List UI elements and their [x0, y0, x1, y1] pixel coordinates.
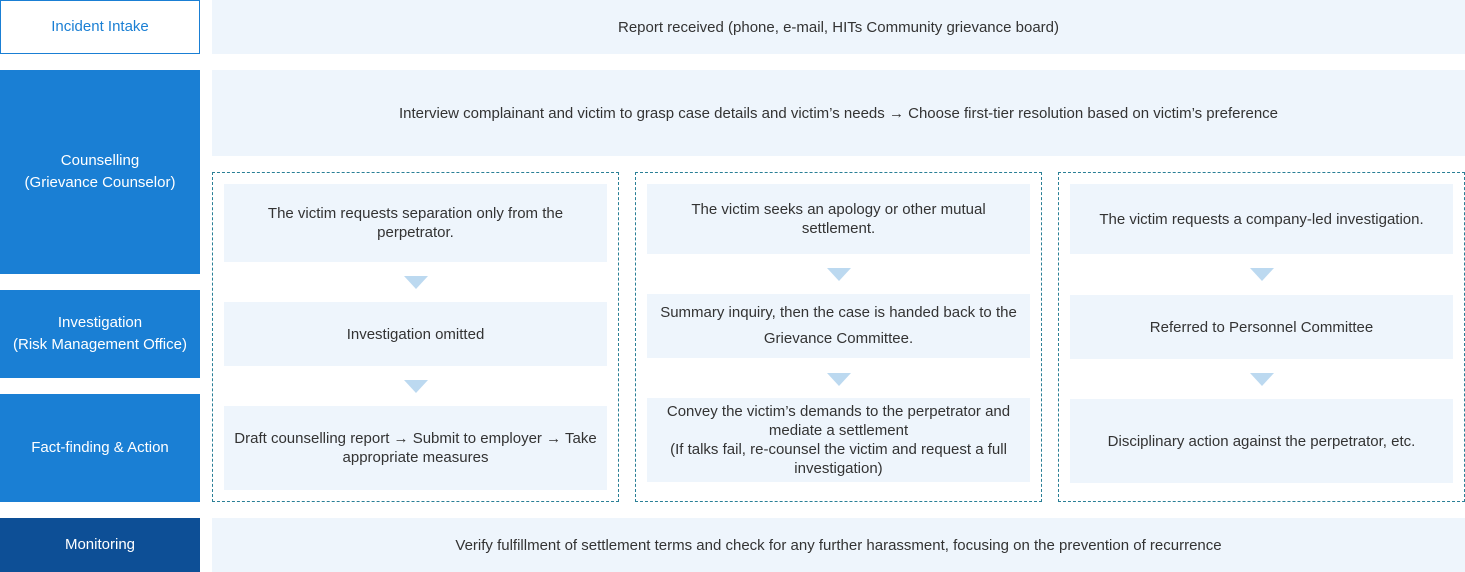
down-arrow-icon: [404, 380, 428, 393]
path-3-investigation: Referred to Personnel Committee: [1070, 295, 1453, 359]
path-2-request: The victim seeks an apology or other mutual settlement.: [647, 184, 1030, 254]
path-2-action: Convey the victim’s demands to the perpetrator and mediate a settlement (If talks fail, re-counsel the victim and request a full investigation): [647, 398, 1030, 482]
down-arrow-icon: [827, 373, 851, 386]
intake-description: Report received (phone, e-mail, HITs Community grievance board): [212, 0, 1465, 54]
path-1-request: The victim requests separation only from the perpetrator.: [224, 184, 607, 262]
path-1-investigation: Investigation omitted: [224, 302, 607, 366]
stage-monitoring: Monitoring: [0, 518, 200, 572]
stage-investigation: Investigation (Risk Management Office): [0, 290, 200, 378]
down-arrow-icon: [404, 276, 428, 289]
down-arrow-icon: [1250, 268, 1274, 281]
path-2-investigation: Summary inquiry, then the case is handed back to the Grievance Committee.: [647, 294, 1030, 358]
path-3-request: The victim requests a company-led investigation.: [1070, 184, 1453, 254]
path-1-action: Draft counselling report → Submit to employer → Take appropriate measures: [224, 406, 607, 490]
counselling-description: Interview complainant and victim to grasp case details and victim’s needs → Choose first-tier resolution based on victim’s preference: [212, 70, 1465, 156]
path-3-action: Disciplinary action against the perpetrator, etc.: [1070, 399, 1453, 483]
down-arrow-icon: [1250, 373, 1274, 386]
monitoring-description: Verify fulfillment of settlement terms and check for any further harassment, focusing on the prevention of recurrence: [212, 518, 1465, 572]
stage-counselling: Counselling (Grievance Counselor): [0, 70, 200, 274]
stage-incident-intake: Incident Intake: [0, 0, 200, 54]
stage-fact-finding: Fact-finding & Action: [0, 394, 200, 502]
down-arrow-icon: [827, 268, 851, 281]
